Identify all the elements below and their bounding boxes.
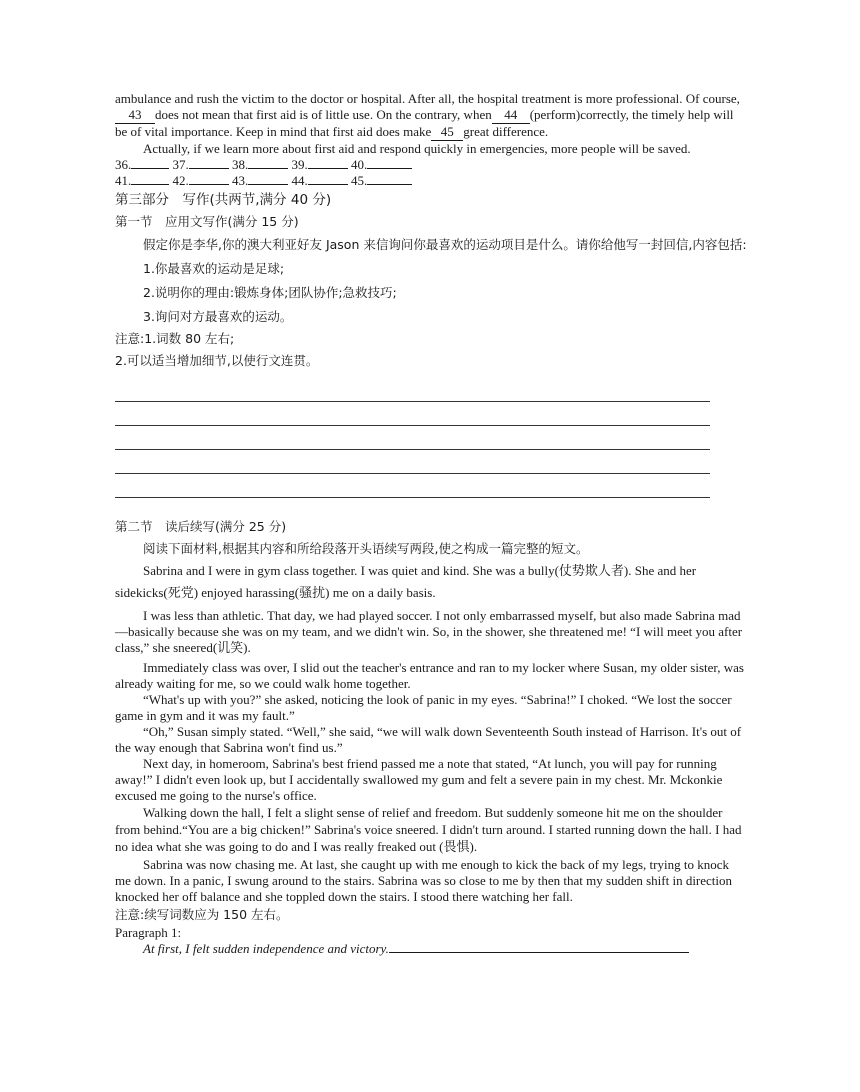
section2-heading: 第二节 读后续写(满分 25 分) [115, 519, 287, 534]
paragraph-label: Paragraph 1: [115, 925, 182, 940]
answer-blank[interactable] [248, 184, 288, 185]
writing-line[interactable] [115, 450, 710, 474]
answer-blank[interactable] [367, 168, 412, 169]
answer-number: 42. [172, 173, 189, 188]
section1-heading: 第一节 应用文写作(满分 15 分) [115, 214, 299, 229]
writing-lines[interactable] [115, 378, 747, 498]
writing-line[interactable] [115, 402, 710, 426]
continuation-note: 注意:续写词数应为 150 左右。 [115, 907, 289, 922]
text-segment: great difference. [463, 124, 549, 139]
story-paragraph: Sabrina was now chasing me. At last, she caught up with me enough to kick the back of my legs, trying to knock me down. In a panic, I swung around to the stairs. Sabrina was so close to me by then that my sudden shift in direction knocked her off balance and she toppled down the stairs. I stood there watching her fall. [115, 857, 733, 904]
note-coherence: 2.可以适当增加细节,以使行文连贯。 [115, 353, 319, 368]
answer-number: 39. [291, 157, 308, 172]
story-paragraph: Immediately class was over, I slid out the teacher's entrance and ran to my locker where Susan, my older sister, was already waiting for me, so we could walk home together. [115, 660, 744, 691]
blank-number: 44 [504, 107, 518, 122]
answer-number: 43. [232, 173, 249, 188]
section1-prompt: 假定你是李华,你的澳大利亚好友 Jason 来信询问你最喜欢的运动项目是什么。请你给他写一封回信,内容包括: [143, 237, 747, 252]
writing-line[interactable] [115, 474, 710, 498]
writing-line[interactable] [115, 426, 710, 450]
story-paragraph: Walking down the hall, I felt a slight sense of relief and freedom. But suddenly someone hit me on the shoulder from behind.“You are a big chicken!” Sabrina's voice sneered. I didn't turn around. I started running down the hall. I had no idea what she was going to do and I was really freaked out (畏惧). [115, 805, 742, 854]
answer-number: 45. [351, 173, 368, 188]
writing-line[interactable] [115, 378, 710, 402]
requirement-3: 3.询问对方最喜欢的运动。 [143, 309, 293, 324]
answer-blank[interactable] [367, 184, 412, 185]
answer-blank[interactable] [308, 184, 348, 185]
blank-number: 43 [128, 107, 142, 122]
paragraph-opening: At first, I felt sudden independence and victory. [143, 941, 389, 956]
part3-heading: 第三部分 写作(共两节,满分 40 分) [115, 192, 332, 208]
answer-blank[interactable] [248, 168, 288, 169]
answer-number: 41. [115, 173, 132, 188]
blank-number: 45 [440, 124, 454, 139]
answer-number: 37. [172, 157, 189, 172]
answer-row-2 [115, 173, 747, 189]
blank-44[interactable] [492, 107, 530, 124]
answer-blank[interactable] [131, 168, 169, 169]
story-paragraph: “Oh,” Susan simply stated. “Well,” she said, “we will walk down Seventeenth South instead of Harrison. It's out of the way enough that Sabrina won't find us.” [115, 724, 742, 755]
answer-number: 36. [115, 157, 132, 172]
story-paragraph: Next day, in homeroom, Sabrina's best friend passed me a note that stated, “At lunch, you will pay for running away!” I didn't even look up, but I accidentally swallowed my gum and felt a severe pain in my chest. Mr. Mckonkie excused me going to the nurse's office. [115, 756, 723, 803]
story-paragraph: Sabrina and I were in gym class together. I was quiet and kind. She was a bully(仗势欺人者). She and her sidekicks(死党) enjoyed harassing(骚扰) me on a daily basis. [115, 563, 697, 600]
requirement-1: 1.你最喜欢的运动是足球; [143, 261, 285, 276]
blank-45[interactable] [431, 124, 463, 141]
blank-43[interactable] [115, 107, 155, 124]
text-segment: (perform)correctly, the timely help will be of vital importance. Keep in mind that first aid does make [115, 107, 734, 139]
answer-number: 44. [291, 173, 308, 188]
answer-blank[interactable] [308, 168, 348, 169]
answer-blank[interactable] [131, 184, 169, 185]
story-paragraph: I was less than athletic. That day, we had played soccer. I not only embarrassed myself, but also made Sabrina mad—basically because she was on my team, and we didn't win. So, in the shower, she threatened me! “I will meet you after class,” she sneered(讥笑). [115, 608, 743, 655]
answer-number: 38. [232, 157, 249, 172]
story-paragraph: “What's up with you?” she asked, noticing the look of panic in my eyes. “Sabrina!” I choked. “We lost the soccer game in gym and it was my fault.” [115, 692, 732, 723]
answer-number: 40. [351, 157, 368, 172]
section2-prompt: 阅读下面材料,根据其内容和所给段落开头语续写两段,使之构成一篇完整的短文。 [143, 541, 589, 556]
answer-blank[interactable] [189, 168, 229, 169]
paragraph-start-line [115, 941, 747, 957]
answer-row-1 [115, 157, 747, 173]
requirement-2: 2.说明你的理由:锻炼身体;团队协作;急救技巧; [143, 285, 397, 300]
continuation-blank[interactable] [389, 952, 689, 953]
text-segment: does not mean that first aid is of little use. On the contrary, when [155, 107, 492, 122]
answer-blank[interactable] [189, 184, 229, 185]
page-content [115, 91, 747, 957]
passage-paragraph: Actually, if we learn more about first aid and respond quickly in emergencies, more people will be saved. [143, 141, 691, 156]
passage-paragraph [115, 91, 747, 141]
note-word-count: 注意:1.词数 80 左右; [115, 331, 235, 346]
text-segment: ambulance and rush the victim to the doctor or hospital. After all, the hospital treatment is more professional. Of course, [115, 91, 740, 106]
